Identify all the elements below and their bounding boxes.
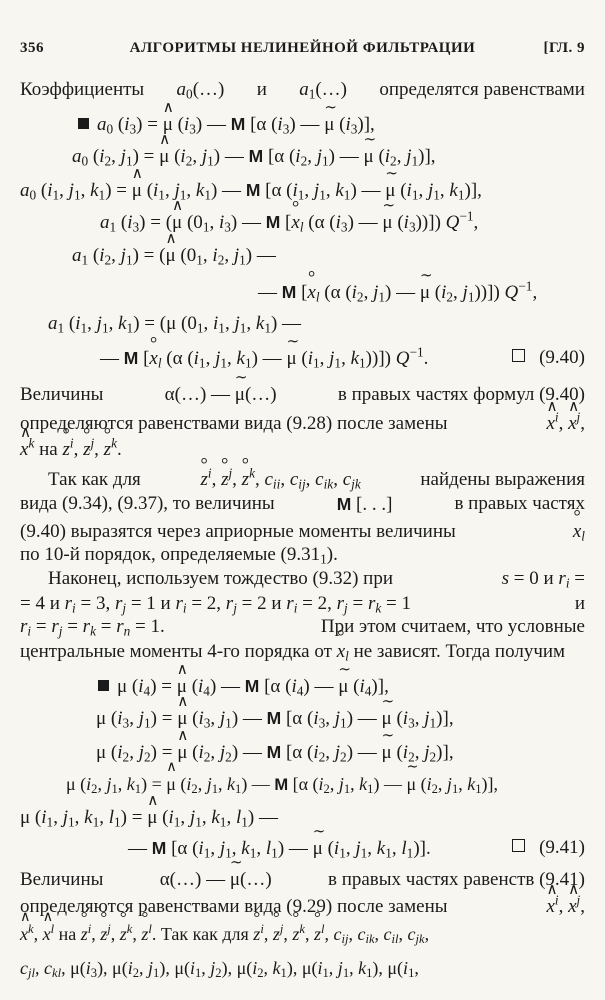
text-line: = 4 и $r_i = 3$, $r_j = 1$ и $r_i = 2$, $r_j = 2$ и $r_i = 2$, $r_j = r_k = 1$ и (20, 593, 585, 616)
text-line: $c_{jl}$, $c_{kl}$, $\mu(i_3)$, $\mu(i_2$, $j_1$), $\mu(i_1$, $j_2$), $\mu(i_2$, $k_1$), $\mu(i_1$, $j_1$, $k_1$), $\mu(i_1$, (20, 958, 419, 981)
text-line: Величины α(…) — ∼ μ(…) в правых частях равенств (9.41) (20, 866, 585, 894)
text-line: центральные моменты 4-го порядка от ° $x_l$ не зависят. Тогда получим (20, 638, 585, 666)
text-line: определяются равенствами вида (9.29) после замены ∧ $x^i$, ∧ $x^j$, (20, 893, 585, 921)
chapter-label: [ГЛ. 9 (543, 40, 585, 56)
running-title: АЛГОРИТМЫ НЕЛИНЕЙНОЙ ФИЛЬТРАЦИИ (129, 40, 476, 56)
start-of-formula-marker (98, 680, 109, 691)
formula-line: μ ($i_2$, $j_1$, $k_1$) = ∧ μ ($i_2$, $j_1$, $k_1$) — M [α ($i_2$, $j_1$, $k_1$) — ∼ μ ($i_2$, $j_1$, $k_1$)], (66, 770, 585, 799)
equation-number: (9.40) (452, 344, 585, 372)
formula-line: $a_0$ ($i_1$, $j_1$, $k_1$) = ∧ μ ($i_1$, $j_1$, $k_1$) — M [α ($i_1$, $j_1$, $k_1$) — ∼ μ ($i_1$, $j_1$, $k_1$)], (20, 176, 585, 205)
end-of-formula-marker (512, 839, 525, 852)
text-line: Коэффициенты $a_0(\dots)$ и $a_1(\dots)$ определятся равенствами (20, 79, 585, 102)
running-header (20, 40, 585, 62)
text-line: Наконец, используем тождество (9.32) при s = 0 и $r_i$ = (48, 568, 585, 591)
equation-number: (9.41) (470, 834, 585, 862)
text-line: вида (9.34), (9.37), то величины M [. . .] в правых частях (20, 493, 585, 515)
formula-line: — M [α ($i_1$, $j_1$, $k_1$, $l_1$) — ∼ μ ($i_1$, $j_1$, $k_1$, $l_1$)]. (128, 834, 585, 863)
formula-line: $a_1$ ($i_2$, $j_1$) = (∧ μ ($0_1$, $i_2$, $j_1$) — (72, 242, 585, 270)
formula-line: — M [° $x_l$ (α ($i_1$, $j_1$, $k_1$) — ∼ μ ($i_1$, $j_1$, $k_1$))]) $Q^{-1}$. (100, 344, 585, 373)
end-of-formula-marker (512, 349, 525, 362)
formula-line: μ ($i_3$, $j_1$) = ∧ μ ($i_3$, $j_1$) — M [α ($i_3$, $j_1$) — ∼ μ ($i_3$, $j_1$)], (96, 704, 585, 733)
formula-line: — M [° $x_l$ (α ($i_2$, $j_1$) — ∼ μ ($i_2$, $j_1$))]) $Q^{-1}$, (258, 278, 585, 307)
text-line: $r_i = r_j = r_k = r_n = 1$. При этом считаем, что условные (20, 616, 585, 639)
formula-line: μ ($i_1$, $j_1$, $k_1$, $l_1$) = ∧ μ ($i_1$, $j_1$, $k_1$, $l_1$) — (20, 804, 585, 832)
formula-line: $a_1$ $(i_3)$ = (∧ μ ($0_1$, $i_3$) — M [° $x_l$ (α $(i_3)$ — ∼ μ $(i_3)$)]) $Q^{-1}$, (100, 208, 585, 237)
formula-line: $a_0$ $(i_3)$ = ∧ μ $(i_3)$ — M [α $(i_3)$ — ∼ μ $(i_3)$], (78, 110, 585, 139)
formula-line: μ ($i_2$, $j_2$) = ∧ μ ($i_2$, $j_2$) — M [α ($i_2$, $j_2$) — ∼ μ ($i_2$, $j_2$)], (96, 738, 585, 767)
page-number: 356 (20, 40, 44, 56)
text-line: определяются равенствами вида (9.28) после замены ∧ $x^i$, ∧ $x^j$, (20, 410, 585, 438)
start-of-formula-marker (78, 118, 89, 129)
text-line: по 10-й порядок, определяемые $(9.31_1)$. (20, 544, 338, 567)
text-line: Величины α(…) — ∼ μ(…) в правых частях формул (9.40) (20, 381, 585, 409)
text-line: ∧ $x^k$ на ° $z^i$, ° $z^j$, ° $z^k$. (20, 436, 585, 464)
formula-line: μ $(i_4)$ = ∧ μ $(i_4)$ — M [α $(i_4)$ — ∼ μ $(i_4)$], (98, 672, 585, 701)
formula-line: $a_0$ ($i_2$, $j_1$) = ∧ μ ($i_2$, $j_1$) — M [α ($i_2$, $j_1$) — ∼ μ ($i_2$, $j_1$)], (72, 142, 585, 171)
text-line: (9.40) выразятся через априорные моменты величины ° $x_l$ (20, 518, 585, 546)
formula-line: $a_1$ ($i_1$, $j_1$, $k_1) = (\mu$ ($0_1$, $i_1$, $j_1$, $k_1$) — (48, 313, 302, 336)
text-line: Так как для ° $z^i$, ° $z^j$, ° $z^k$, $c_{ii}$, $c_{ij}$, $c_{ik}$, $c_{jk}$ найдены выражения (48, 466, 585, 494)
text-line: ∧ $x^k$, ∧ $x^l$ на ° $z^i$, ° $z^j$, ° $z^k$, ° $z^l$. Так как для ° $z^i$, ° $z^j$, ° $z^k$, ° $z^l$, $c_{ij}$, $c_{ik}$, $c_{il}$, $c_{jk}$, (20, 920, 585, 948)
